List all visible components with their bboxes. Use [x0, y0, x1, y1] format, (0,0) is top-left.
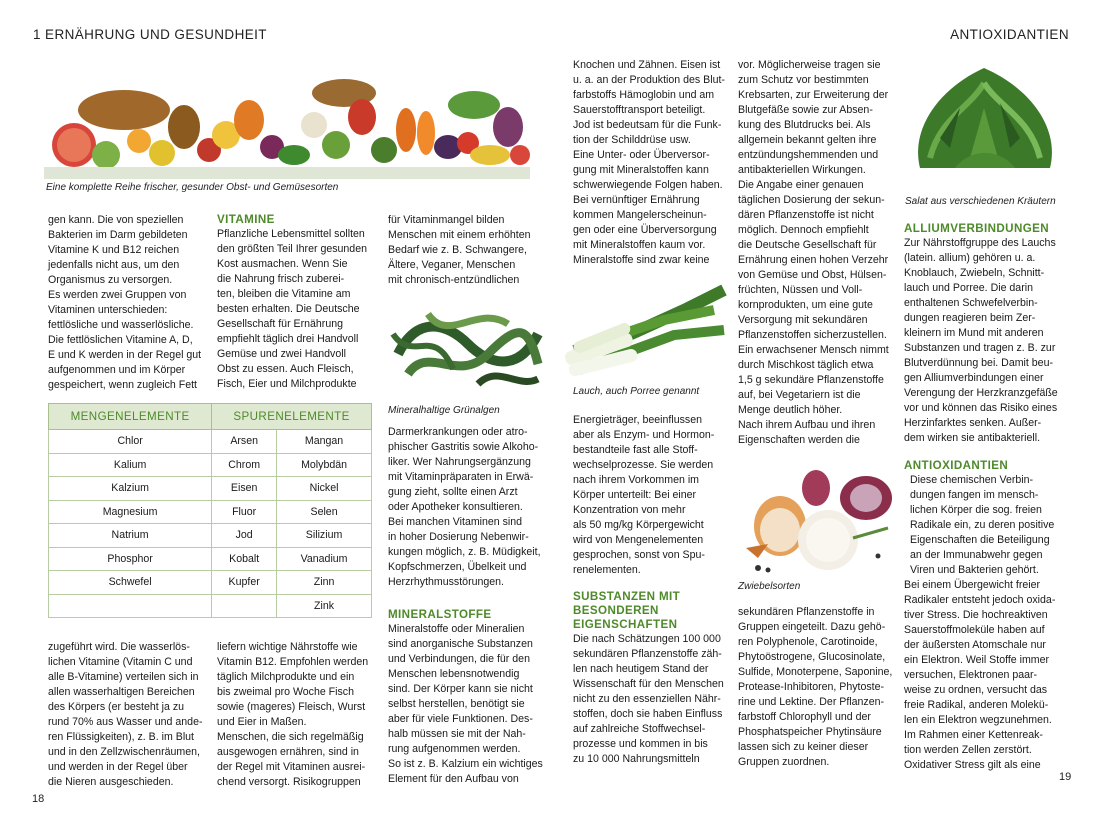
- table-cell: Jod: [212, 524, 277, 548]
- table-cell: Kupfer: [212, 571, 277, 595]
- table-cell: Schwefel: [49, 571, 212, 595]
- table-row: [49, 453, 372, 477]
- table-cell: Kalzium: [49, 477, 212, 501]
- elements-table: [48, 403, 372, 618]
- column-5-bottom: [738, 605, 898, 770]
- fruits-caption: Eine komplette Reihe frischer, gesunder Obst- und Gemüsesorten: [46, 182, 339, 193]
- table-cell: Vanadium: [277, 547, 372, 571]
- table-row: [49, 500, 372, 524]
- column-2-bottom: [217, 640, 377, 790]
- heading-mineralstoffe: MINERALSTOFFE: [388, 608, 492, 621]
- table-cell: Fluor: [212, 500, 277, 524]
- table-cell: Mangan: [277, 430, 372, 454]
- table-row: [49, 547, 372, 571]
- leek-image: [564, 280, 730, 378]
- table-row: [49, 594, 372, 618]
- table-row: [49, 524, 372, 548]
- table-cell: Molybdän: [277, 453, 372, 477]
- paragraph: Energieträger, beeinflussen aber als Enzym- und Hormon- bestandteile fast alle Stoff- wechselprozesse. Sie werden nach ihrem Vorkommen im Körper unterteilt: Bei einer Konzentration von mehr als 50 mg/kg Körpergewicht wird von Mengenelementen gesprochen, sonst von Spu- renelementen.: [573, 414, 715, 576]
- column-4-bottom: [573, 590, 733, 767]
- column-3-top: [388, 213, 548, 288]
- column-6-bottom: [904, 459, 1069, 773]
- column-2-top: [217, 213, 377, 392]
- fruits-vegetables-image: [44, 55, 530, 179]
- page-number-left: 18: [32, 793, 45, 805]
- running-head-left: 1 ERNÄHRUNG UND GESUNDHEIT: [33, 27, 267, 42]
- table-cell: Chrom: [212, 453, 277, 477]
- paragraph: Die nach Schätzungen 100 000 sekundären Pflanzenstoffe zäh- len nach heutigem Stand der Wissenschaft für den Menschen nicht zu den essenziellen Nähr- stoffen, doch sie haben Einfluss auf zahlreiche Stoffwechsel- prozesse und kommen in bis zu 10 000 Nahrungsmitteln: [573, 633, 724, 765]
- paragraph: gen kann. Die von speziellen Bakterien im Darm gebildeten Vitamine K und B12 reichen jedenfalls nicht aus, um den Organismus zu versorgen. Es werden zwei Gruppen von Vitaminen unterschieden: fettlösliche und wasserlösliche. Die fettlöslichen Vitamine A, D, E und K werden in der Regel gut aufgenommen und im Körper gespeichert, wenn zugleich Fett: [48, 214, 202, 391]
- table-header-mengenelemente: MENGENELEMENTE: [49, 404, 212, 430]
- paragraph: vor. Möglicherweise tragen sie zum Schutz vor bestimmten Krebsarten, zur Erweiterung der Blutgefäße sowie zur Absen- kung des Blutdrucks bei. Als allgemein bekannt gelten ihre entzündungshemmenden und antibakteriellen Wirkungen. Die Angabe einer genauen täglichen Dosierung der sekun- dären Pflanzenstoffe ist nicht möglich. Dennoch empfiehlt die Deutsche Gesellschaft für Ernährung einen hohen Verzehr von Gemüse und Obst, Hülsen- früchten, Nüssen und Voll- kornprodukten, um eine gute Versorgung mit sekundären Pflanzenstoffen sicherzustellen. Ein erwachsener Mensch nimmt durch Mischkost täglich etwa 1,5 g sekundäre Pflanzenstoffe auf, bei Vegetariern ist die Menge deutlich höher. Nach ihrem Aufbau und ihren Eigenschaften werden die: [738, 59, 889, 446]
- table-cell: Kobalt: [212, 547, 277, 571]
- paragraph: für Vitaminmangel bilden Menschen mit einem erhöhten Bedarf wie z. B. Schwangere, Ältere, Veganer, Menschen mit chronisch-entzündlichen: [388, 214, 531, 286]
- table-row: [49, 430, 372, 454]
- table-cell: Chlor: [49, 430, 212, 454]
- paragraph: Bei einem Übergewicht freier Radikaler entsteht jedoch oxida- tiver Stress. Die hochreaktiven Sauerstoffmoleküle haben auf der äußersten Atomschale nur ein Elektron. Weil Stoffe immer versuchen, Elektronen paar- weise zu ordnen, versucht das freie Radikal, anderen Molekü- len ein Elektron wegzunehmen. Im Rahmen einer Kettenreak- tion werden Zellen zerstört. Oxidativer Stress gilt als eine: [904, 579, 1056, 771]
- column-4-middle: [573, 413, 733, 578]
- heading-vitamine: VITAMINE: [217, 213, 275, 226]
- running-head-right: ANTIOXIDANTIEN: [950, 27, 1069, 42]
- table-cell: Magnesium: [49, 500, 212, 524]
- heading-substanzen: SUBSTANZEN MIT BESONDEREN EIGENSCHAFTEN: [573, 590, 681, 631]
- table-row: [49, 571, 372, 595]
- paragraph: zugeführt wird. Die wasserlös- lichen Vitamine (Vitamin C und alle B-Vitamine) verteilen sich in allen wasserhaltigen Bereichen des Körpers (er besteht ja zu rund 70% aus Wasser und ande- ren Flüssigkeiten), z. B. im Blut und in den Zellzwischenräumen, und werden in der Regel über die Nieren ausgeschieden.: [48, 641, 203, 788]
- salad-image: [900, 48, 1068, 190]
- heading-alliumverbindungen: ALLIUMVERBINDUNGEN: [904, 222, 1050, 235]
- column-3-middle: [388, 425, 548, 590]
- paragraph: Mineralstoffe oder Mineralien sind anorganische Substanzen und Verbindungen, die für den Menschen lebensnotwendig sind. Der Körper kann sie nicht selbst herstellen, benötigt sie aber für viele Funktionen. Des- halb müssen sie mit der Nah- rung aufgenommen werden. So ist z. B. Kalzium ein wichtiges Element für den Aufbau von: [388, 623, 543, 785]
- table-cell: Selen: [277, 500, 372, 524]
- column-1-top: [48, 213, 208, 393]
- column-4-top: [573, 58, 733, 268]
- table-cell: Kalium: [49, 453, 212, 477]
- table-cell: Eisen: [212, 477, 277, 501]
- seaweed-image: [388, 294, 546, 398]
- onions-image: [728, 458, 898, 576]
- paragraph: Darmerkrankungen oder atro- phischer Gastritis sowie Alkoho- liker. Wer Nahrungsergänzung mit Vitaminpräparaten in Erwä- gung zieht, sollte einen Arzt oder Apotheker konsultieren. Bei manchen Vitaminen sind in hoher Dosierung Nebenwir- kungen möglich, z. B. Müdigkeit, Kopfschmerzen, Übelkeit und Herzrhythmusstörungen.: [388, 426, 541, 588]
- page-number-right: 19: [1059, 771, 1072, 783]
- column-6-top: [904, 222, 1069, 446]
- paragraph: Knochen und Zähnen. Eisen ist u. a. an der Produktion des Blut- farbstoffs Hämoglobin und am Sauerstofftransport beteiligt. Jod ist bedeutsam für die Funk- tion der Schilddrüse usw. Eine Unter- oder Überversor- gung mit Mineralstoffen kann schwerwiegende Folgen haben. Bei vernünftiger Ernährung kommen Mangelerscheinun- gen oder eine Überversorgung mit Mineralstoffen kaum vor. Mineralstoffe sind zwar keine: [573, 59, 725, 266]
- column-1-bottom: [48, 640, 213, 790]
- heading-antioxidantien: ANTIOXIDANTIEN: [904, 459, 1009, 472]
- table-cell: Zink: [277, 594, 372, 618]
- paragraph: Zur Nährstoffgruppe des Lauchs (latein. allium) gehören u. a. Knoblauch, Zwiebeln, Schnitt- lauch und Porree. Die darin enthaltenen Schwefelverbin- dungen reagieren beim Zer- kleinern im Mund mit anderen Substanzen und tragen z. B. zur Blutverdünnung bei. Damit beu- gen Alliumverbindungen einer Verengung der Herzkranzgefäße vor und können das Risiko eines Herzinfarktes senken. Außer- dem wirken sie antibakteriell.: [904, 237, 1058, 444]
- paragraph: sekundären Pflanzenstoffe in Gruppen eingeteilt. Dazu gehö- ren Polyphenole, Carotinoide, Phytoöstrogene, Glucosinolate, Sulfide, Monoterpene, Saponine, Protease-Inhibitoren, Phytoste- rine und Lektine. Der Pflanzen- farbstoff Chlorophyll und der Phosphatspeicher Phytinsäure lassen sich zu keiner dieser Gruppen zuordnen.: [738, 606, 893, 768]
- paragraph-indented: Diese chemischen Verbin- dungen fangen im mensch- lichen Körper die sog. freien Radikale ein, zu deren positive Eigenschaften die Beteiligung an der Immunabwehr gegen Viren und Bakterien gehört.: [910, 474, 1055, 576]
- paragraph: Pflanzliche Lebensmittel sollten den größten Teil Ihrer gesunden Kost ausmachen. Wenn Sie die Nahrung frisch zuberei- ten, bleiben die Vitamine am besten erhalten. Die Deutsche Gesellschaft für Ernährung empfiehlt täglich drei Handvoll Gemüse und zwei Handvoll Obst zu essen. Auch Fleisch, Fisch, Eier und Milchprodukte: [217, 228, 367, 390]
- table-cell: Nickel: [277, 477, 372, 501]
- table-header-spurenelemente: SPURENELEMENTE: [212, 404, 372, 430]
- leek-caption: Lauch, auch Porree genannt: [573, 386, 700, 397]
- table-cell: [49, 594, 212, 618]
- salad-caption: Salat aus verschiedenen Kräutern: [905, 196, 1056, 207]
- table-cell: Silizium: [277, 524, 372, 548]
- table-cell: Zinn: [277, 571, 372, 595]
- seaweed-caption: Mineralhaltige Grünalgen: [388, 405, 500, 416]
- column-3-bottom: [388, 608, 548, 787]
- column-5-top: [738, 58, 898, 448]
- table-row: [49, 477, 372, 501]
- table-cell: Phosphor: [49, 547, 212, 571]
- paragraph: liefern wichtige Nährstoffe wie Vitamin B12. Empfohlen werden täglich Milchprodukte und ein bis zweimal pro Woche Fisch sowie (mageres) Fleisch, Wurst und Eier in Maßen. Menschen, die sich regelmäßig ausgewogen ernähren, sind in der Regel mit Vitaminen ausrei- chend versorgt. Risikogruppen: [217, 641, 369, 788]
- onions-caption: Zwiebelsorten: [738, 581, 801, 592]
- table-cell: Natrium: [49, 524, 212, 548]
- table-cell: Arsen: [212, 430, 277, 454]
- table-cell: [212, 594, 277, 618]
